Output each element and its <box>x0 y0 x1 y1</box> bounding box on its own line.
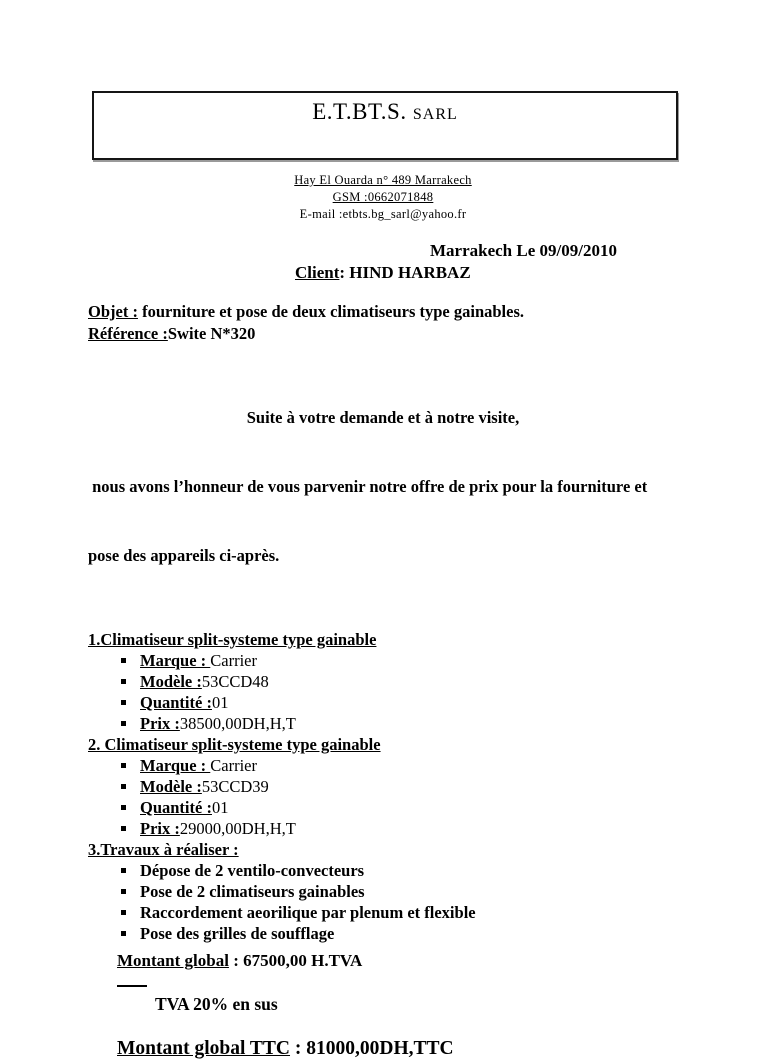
intro-paragraph <box>88 360 678 613</box>
total-global-value: : 67500,00 H.TVA <box>228 951 363 970</box>
company-legal-suffix: SARL <box>412 106 458 123</box>
list-item: Dépose de 2 ventilo-convecteurs <box>88 860 678 881</box>
item-value: 29000,00DH,H,T <box>179 819 296 838</box>
total-ttc-line <box>117 1036 678 1061</box>
item-label: Modèle : <box>140 672 202 691</box>
client-line <box>295 262 678 284</box>
section-2-heading: 2. Climatiseur split-systeme type gainable <box>88 735 381 754</box>
client-value: : HIND HARBAZ <box>339 263 471 282</box>
list-item <box>88 692 678 713</box>
item-value: Carrier <box>210 756 258 775</box>
item-label: Marque : <box>140 651 211 670</box>
item-value: 53CCD48 <box>201 672 269 691</box>
section-2-list <box>88 755 678 839</box>
list-item: Pose de 2 climatiseurs gainables <box>88 881 678 902</box>
total-ttc-value: : 81000,00DH,TTC <box>290 1038 454 1059</box>
client-label: Client <box>295 263 340 282</box>
total-global-label: Montant global <box>117 951 229 970</box>
reference-value: Swite N*320 <box>167 324 256 343</box>
company-name: E.T.BT.S. <box>312 99 413 124</box>
tva-note: TVA 20% en sus <box>155 994 278 1014</box>
total-global-line <box>117 950 678 972</box>
item-label: Marque : <box>140 756 211 775</box>
address-line: Hay El Ouarda n° 489 Marrakech <box>294 173 472 187</box>
intro-line-3: pose des appareils ci-après. <box>88 546 280 565</box>
objet-label: Objet : <box>88 302 138 321</box>
company-title <box>94 93 676 129</box>
objet-value: fourniture et pose de deux climatiseurs type gainables. <box>137 302 525 321</box>
objet-line <box>88 301 678 323</box>
total-ttc-label: Montant global TTC <box>117 1038 291 1059</box>
list-item <box>88 797 678 818</box>
list-item <box>88 818 678 839</box>
intro-line-2: nous avons l’honneur de vous parvenir notre offre de prix pour la fourniture et <box>88 477 648 496</box>
section-1-heading: 1.Climatiseur split-systeme type gainable <box>88 630 377 649</box>
list-item: Pose des grilles de soufflage <box>88 923 678 944</box>
list-item <box>88 671 678 692</box>
reference-label: Référence : <box>88 324 168 343</box>
item-label: Quantité : <box>140 693 212 712</box>
company-header-box <box>92 91 678 160</box>
intro-line-1: Suite à votre demande et à notre visite, <box>246 408 520 427</box>
item-value: 53CCD39 <box>201 777 269 796</box>
contact-block <box>88 172 678 223</box>
item-label: Prix : <box>140 819 180 838</box>
item-value: 38500,00DH,H,T <box>179 714 296 733</box>
item-label: Prix : <box>140 714 180 733</box>
list-item: Raccordement aeorilique par plenum et flexible <box>88 902 678 923</box>
date-line: Marrakech Le 09/09/2010 <box>430 241 617 260</box>
list-item <box>88 650 678 671</box>
list-item <box>88 776 678 797</box>
section-1-list <box>88 650 678 734</box>
separator-dash <box>117 985 147 987</box>
item-value: 01 <box>211 693 229 712</box>
item-label: Modèle : <box>140 777 202 796</box>
reference-line <box>88 323 678 345</box>
list-item <box>88 755 678 776</box>
email-line: E-mail :etbts.bg_sarl@yahoo.fr <box>299 207 467 221</box>
item-value: 01 <box>211 798 229 817</box>
gsm-line: GSM :0662071848 <box>332 190 434 204</box>
item-value: Carrier <box>210 651 258 670</box>
item-label: Quantité : <box>140 798 212 817</box>
section-3-list <box>88 860 678 944</box>
list-item <box>88 713 678 734</box>
section-3-heading: 3.Travaux à réaliser : <box>88 840 239 859</box>
